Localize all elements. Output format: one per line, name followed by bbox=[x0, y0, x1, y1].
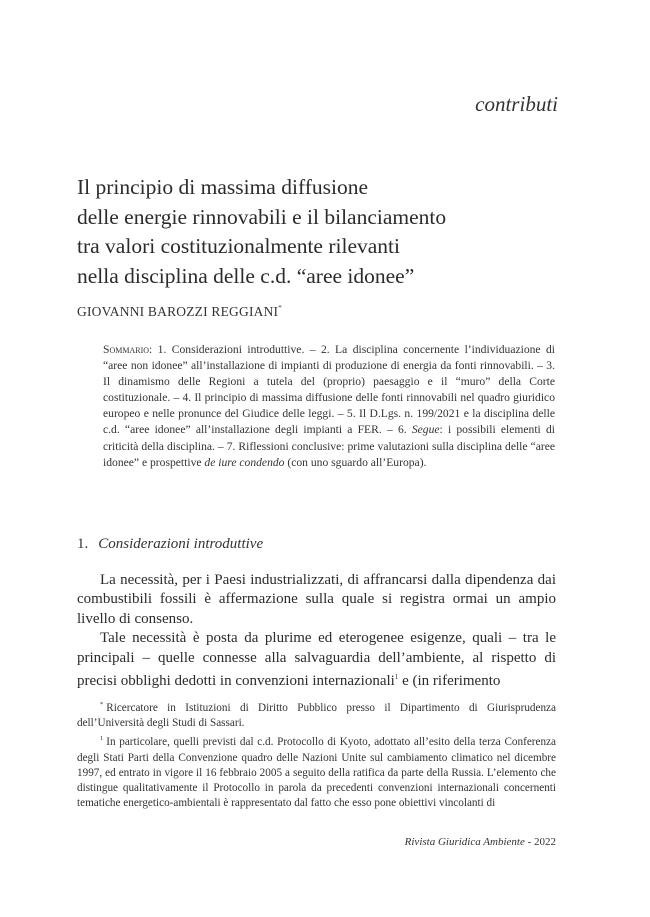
summary-text: (con uno sguardo all’Europa). bbox=[284, 455, 427, 469]
footnote-mark: 1 bbox=[100, 735, 104, 743]
section-label: contributi bbox=[475, 92, 558, 116]
section-title: Considerazioni introduttive bbox=[98, 536, 264, 552]
summary-text: : i possibili elementi di criticità della disciplina. – 7. Riflessioni conclusive: prime valutazioni sulla disciplina delle “aree idonee” e prospettive bbox=[103, 423, 555, 469]
summary-label: Sommario: bbox=[103, 343, 153, 356]
journal-year: 2022 bbox=[534, 836, 556, 848]
page-footer bbox=[405, 836, 556, 848]
paragraph bbox=[77, 629, 556, 691]
paragraph: La necessità, per i Paesi industrializzati, di affrancarsi dalla dipendenza dai combustibili fossili è affermazione sulla quale si registra ormai un ampio livello di consenso. bbox=[77, 572, 556, 627]
title-line: delle energie rinnovabili e il bilanciamento bbox=[77, 204, 447, 229]
footnote-ref: 1 bbox=[394, 673, 399, 682]
paragraph-text: Tale necessità è posta da plurime ed eterogenee esigenze, quali – tra le principali – quelle connesse alla salvaguardia dell’ambiente, al rispetto di precisi obblighi dedotti in convenzioni internazionali bbox=[77, 630, 556, 690]
footnote bbox=[77, 697, 556, 731]
paragraph-text: e (in riferimento bbox=[398, 673, 501, 690]
footnote-mark: * bbox=[100, 701, 104, 708]
author-name: GIOVANNI BAROZZI REGGIANI bbox=[77, 304, 279, 319]
title-line: tra valori costituzionalmente rilevanti bbox=[77, 234, 400, 258]
title-line: nella disciplina delle c.d. “aree idonee” bbox=[77, 263, 415, 288]
footnotes bbox=[77, 697, 556, 811]
section-heading bbox=[77, 536, 263, 553]
footnote bbox=[77, 731, 556, 811]
footnote-text: Ricercatore in Istituzioni di Diritto Pubblico presso il Dipartimento di Giurisprudenza dell’Università degli Studi di Sassari. bbox=[77, 702, 556, 730]
journal-name: Rivista Giuridica Ambiente bbox=[404, 836, 525, 848]
summary-latin: de iure condendo bbox=[204, 455, 285, 469]
body-text bbox=[77, 571, 556, 691]
section-number: 1. bbox=[77, 536, 89, 552]
footer-separator: - bbox=[524, 836, 534, 848]
article-title bbox=[77, 173, 577, 291]
author bbox=[77, 304, 282, 320]
footnote-text: In particolare, quelli previsti dal c.d. Protocollo di Kyoto, adottato all’esito della terza Conferenza degli Stati Parti della Convenzione quadro delle Nazioni Unite sul cambiamento climatico nel dicembre 1997, ed entrato in vigore il 16 febbraio 2005 a seguito della ratifica da parte della Russia. L’elemento che distingue qualitativamente il Protocollo in parola da precedenti convenzioni internazionali concernenti tematiche energetico-ambientali è rappresentato dal fatto che esso pone obiettivi vincolanti di bbox=[77, 736, 556, 810]
title-line: Il principio di massima diffusione bbox=[77, 175, 369, 199]
summary bbox=[103, 342, 555, 471]
author-footnote-mark: * bbox=[278, 304, 282, 312]
summary-segue: Segue bbox=[411, 423, 440, 437]
summary-text: 1. Considerazioni introduttive. – 2. La disciplina concernente l’individuazione di “aree non idonee” all’installazione di impianti di produzione di energia da fonti rinnovabili. – 3. Il dinamismo delle Regioni a tutela del (proprio) paesaggio e il “muro” della Corte costituzionale. – 4. Il principio di massima diffusione delle fonti rinnovabili nel quadro giuridico europeo e nelle pronunce del Giudice delle leggi. – 5. Il D.Lgs. n. 199/2021 e la disciplina delle c.d. “aree idonee” all’installazione degli impianti a FER. – 6. bbox=[103, 343, 555, 437]
